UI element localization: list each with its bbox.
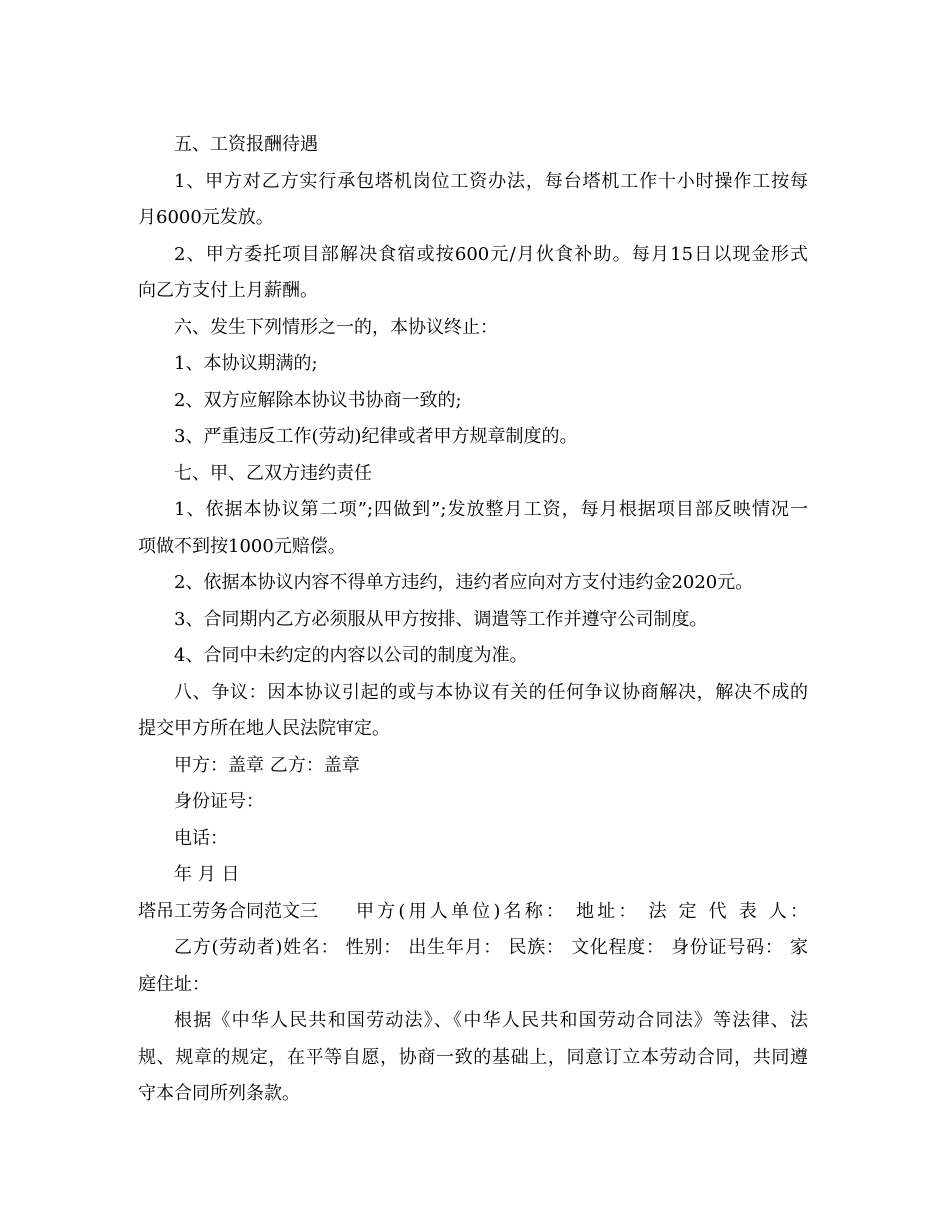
legal-basis-paragraph: 根据《中华人民共和国劳动法》、《中华人民共和国劳动合同法》等法律、法 xyxy=(174,1010,808,1031)
paragraph-line: 2、依据本协议内容不得单方违约，违约者应向对方支付违约金2020元。 xyxy=(174,572,754,593)
party-b-fields-continued: 庭住址： xyxy=(138,973,210,995)
legal-basis-paragraph-continued: 规、规章的规定，在平等自愿，协商一致的基础上，同意订立本劳动合同，共同遵 xyxy=(138,1046,808,1068)
phone-line: 电话： xyxy=(174,827,228,849)
paragraph-line: 项做不到按1000元赔偿。 xyxy=(138,535,346,557)
paragraph-line: 3、严重违反工作(劳动)纪律或者甲方规章制度的。 xyxy=(174,426,578,447)
signature-line: 甲方：盖章 乙方：盖章 xyxy=(174,754,360,776)
paragraph-line: 2、甲方委托项目部解决食宿或按600元/月伙食补助。每月15日以现金形式 xyxy=(174,243,808,265)
paragraph-line: 1、依据本协议第二项”;四做到”;发放整月工资，每月根据项目部反映情况一 xyxy=(174,499,808,520)
paragraph-line: 3、合同期内乙方必须服从甲方按排、调遣等工作并遵守公司制度。 xyxy=(174,608,708,630)
section-heading-termination: 六、发生下列情形之一的，本协议终止： xyxy=(174,316,498,338)
contract-header-line xyxy=(138,894,808,931)
section-heading-wages: 五、工资报酬待遇 xyxy=(174,134,318,155)
party-b-fields: 乙方(劳动者)姓名： 性别： 出生年月： 民族： 文化程度： 身份证号码： 家 xyxy=(174,937,808,958)
paragraph-line: 向乙方支付上月薪酬。 xyxy=(138,280,318,301)
paragraph-line: 1、本协议期满的; xyxy=(174,353,318,374)
paragraph-line: 提交甲方所在地人民法院审定。 xyxy=(138,718,390,739)
document-body xyxy=(138,127,808,1113)
legal-basis-paragraph-end: 守本合同所列条款。 xyxy=(138,1083,300,1104)
id-number-line: 身份证号： xyxy=(174,791,264,812)
paragraph-line: 4、合同中未约定的内容以公司的制度为准。 xyxy=(174,645,528,666)
paragraph-line: 1、甲方对乙方实行承包塔机岗位工资办法，每台塔机工作十小时操作工按每 xyxy=(174,170,808,192)
section-title: 塔吊工劳务合同范文三 xyxy=(138,900,318,922)
paragraph-line: 月6000元发放。 xyxy=(138,207,274,228)
date-line: 年 月 日 xyxy=(174,864,240,885)
section-heading-liability: 七、甲、乙双方违约责任 xyxy=(174,462,372,484)
section-heading-dispute: 八、争议：因本协议引起的或与本协议有关的任何争议协商解决，解决不成的 xyxy=(174,681,808,703)
paragraph-line: 2、双方应解除本协议书协商一致的; xyxy=(174,389,462,411)
party-a-fields: 甲方(用人单位)名称： 地址： 法 定 代 表 人： xyxy=(356,900,808,922)
